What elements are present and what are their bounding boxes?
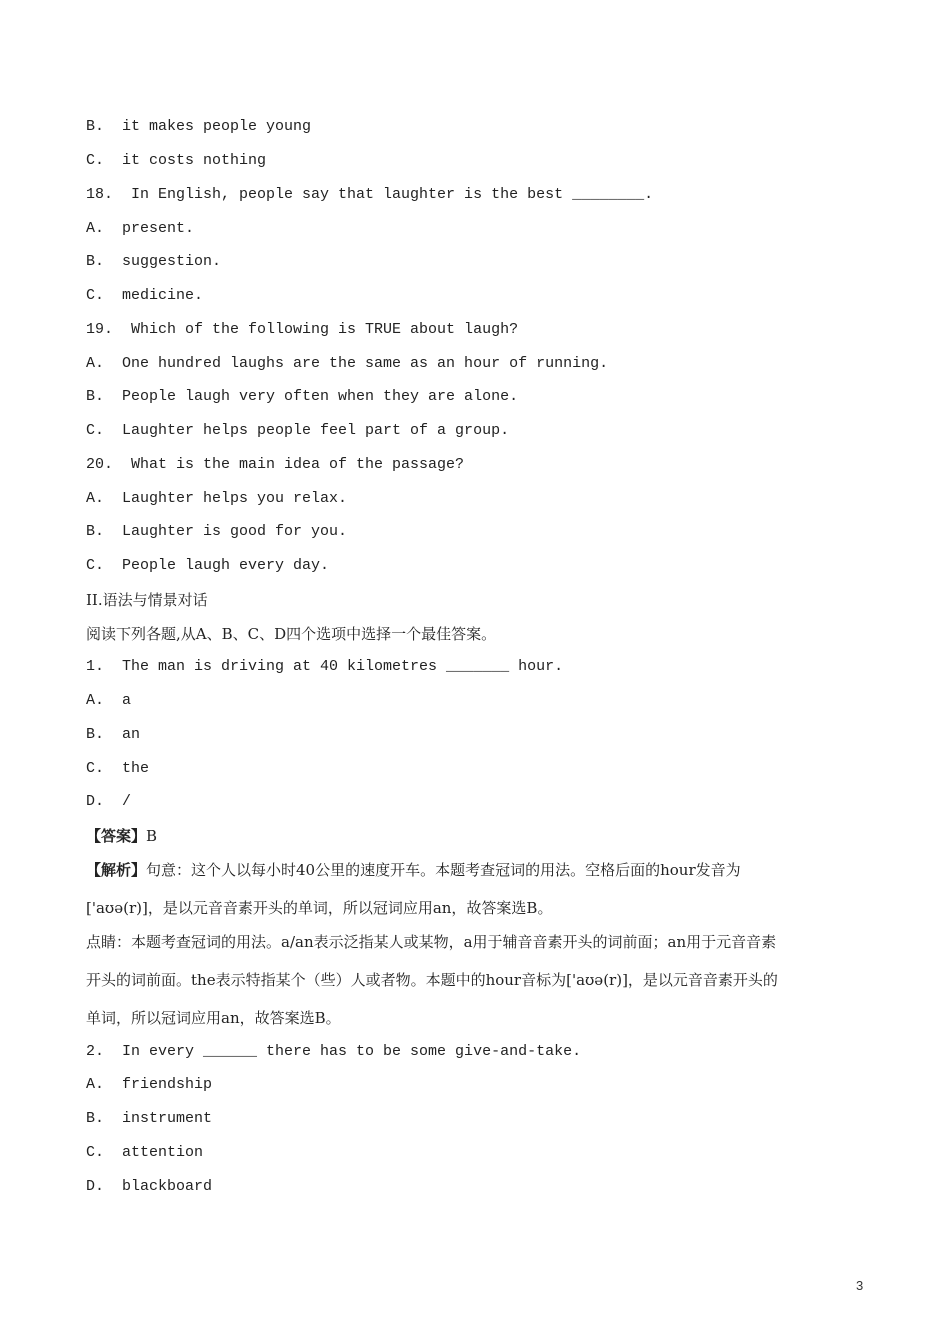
option-20c: C. People laugh every day. [86,557,330,574]
option-18b: B. suggestion. [86,253,222,270]
option-17c: C. it costs nothing [86,152,267,169]
analysis-label: 【解析】 [86,861,147,879]
question-1: 1. The man is driving at 40 kilometres _______ hour. [86,658,564,675]
option-19c: C. Laughter helps people feel part of a group. [86,422,510,439]
option-19b: B. People laugh very often when they are alone. [86,388,519,405]
answer-line [86,826,157,846]
question-2: 2. In every ______ there has to be some give-and-take. [86,1043,582,1060]
option-19a: A. One hundred laughs are the same as an hour of running. [86,355,609,372]
option-2c: C. attention [86,1144,204,1161]
question-20: 20. What is the main idea of the passage? [86,456,465,473]
option-2d: D. blackboard [86,1178,213,1195]
option-2a: A. friendship [86,1076,213,1093]
option-20a: A. Laughter helps you relax. [86,490,348,507]
tip-line-1: 点睛：本题考查冠词的用法。a/an表示泛指某人或某物，a用于辅音音素开头的词前面；an用于元音音素 [86,933,777,951]
answer-value: B [146,827,158,845]
option-20b: B. Laughter is good for you. [86,523,348,540]
option-1a: A. a [86,692,132,709]
question-19: 19. Which of the following is TRUE about laugh? [86,321,519,338]
section-instructions: 阅读下列各题,从A、B、C、D四个选项中选择一个最佳答案。 [86,625,497,643]
option-1c: C. the [86,760,150,777]
analysis-line-2: ['aʊə(r)]，是以元音音素开头的单词，所以冠词应用an，故答案选B。 [86,899,553,917]
section-heading: II.语法与情景对话 [86,591,208,609]
question-18: 18. In English, people say that laughter is the best ________. [86,186,654,203]
analysis-line-1 [86,860,741,880]
page-number: 3 [856,1278,864,1293]
tip-line-2: 开头的词前面。the表示特指某个（些）人或者物。本题中的hour音标为['aʊə(r)]，是以元音音素开头的 [86,971,778,989]
option-2b: B. instrument [86,1110,213,1127]
option-18a: A. present. [86,220,195,237]
option-18c: C. medicine. [86,287,204,304]
option-1d: D. / [86,793,132,810]
analysis-text-1: 句意：这个人以每小时40公里的速度开车。本题考查冠词的用法。空格后面的hour发音为 [146,861,741,879]
option-1b: B. an [86,726,141,743]
tip-line-3: 单词，所以冠词应用an，故答案选B。 [86,1009,341,1027]
option-17b: B. it makes people young [86,118,312,135]
answer-label: 【答案】 [86,827,147,845]
